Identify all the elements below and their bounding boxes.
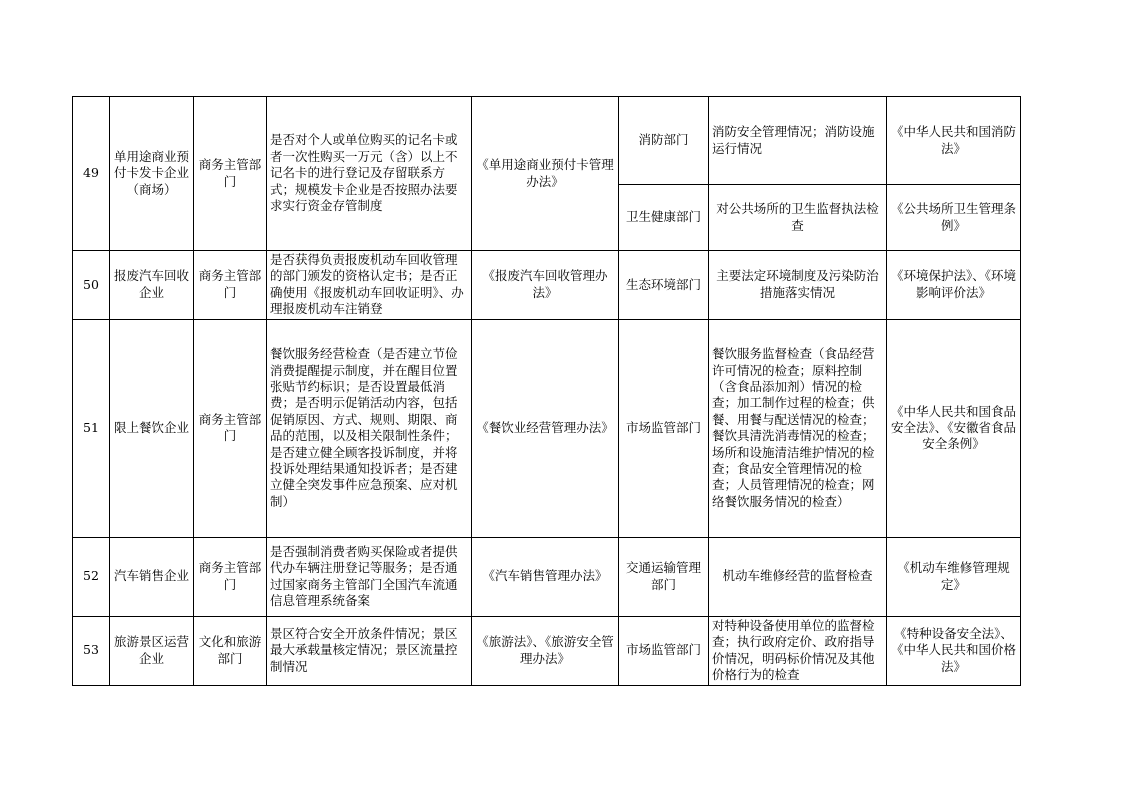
table-row: [73, 97, 1021, 185]
joint-agency: 市场监管部门: [619, 616, 709, 685]
legal-basis: 《旅游法》、《旅游安全管理办法》: [472, 616, 619, 685]
inspection-requirement: 是否获得负责报废机动车回收管理的部门颁发的资格认定书；是否正确使用《报废机动车回收证明》、办理报废机动车注销登: [267, 251, 472, 320]
row-number: 53: [73, 616, 110, 685]
responsible-dept: 商务主管部门: [194, 97, 267, 251]
joint-legal-basis: 《特种设备安全法》、《中华人民共和国价格法》: [887, 616, 1021, 685]
legal-basis: 《单用途商业预付卡管理办法》: [472, 97, 619, 251]
responsible-dept: 文化和旅游部门: [194, 616, 267, 685]
joint-agency: 消防部门: [619, 97, 709, 185]
responsible-dept: 商务主管部门: [194, 319, 267, 537]
table-row: [73, 537, 1021, 616]
inspection-subject: 限上餐饮企业: [110, 319, 194, 537]
inspection-subject: 旅游景区运营企业: [110, 616, 194, 685]
row-number: 52: [73, 537, 110, 616]
inspection-requirement: 餐饮服务经营检查（是否建立节俭消费提醒提示制度，并在醒目位置张贴节约标识；是否设置最低消费；是否明示促销活动内容，包括促销原因、方式、规则、期限、商品的范围，以及相关限制性条件；是否建立健全顾客投诉制度，并将投诉处理结果通知投诉者；是否建立健全突发事件应急预案、应对机制）: [267, 319, 472, 537]
joint-inspection-item: 对特种设备使用单位的监督检查；执行政府定价、政府指导价情况，明码标价情况及其他价格行为的检查: [709, 616, 887, 685]
joint-legal-basis: 《环境保护法》、《环境影响评价法》: [887, 251, 1021, 320]
joint-legal-basis: 《中华人民共和国消防法》: [887, 97, 1021, 185]
joint-agency: 卫生健康部门: [619, 185, 709, 251]
table-row: [73, 251, 1021, 320]
inspection-table: [72, 96, 1021, 686]
responsible-dept: 商务主管部门: [194, 251, 267, 320]
joint-agency: 生态环境部门: [619, 251, 709, 320]
inspection-requirement: 是否对个人或单位购买的记名卡或者一次性购买一万元（含）以上不记名卡的进行登记及存留联系方式；规模发卡企业是否按照办法要求实行资金存管制度: [267, 97, 472, 251]
joint-inspection-item: 机动车维修经营的监督检查: [709, 537, 887, 616]
joint-agency: 市场监管部门: [619, 319, 709, 537]
table-row: [73, 616, 1021, 685]
inspection-subject: 报废汽车回收企业: [110, 251, 194, 320]
legal-basis: 《汽车销售管理办法》: [472, 537, 619, 616]
joint-inspection-item: 主要法定环境制度及污染防治措施落实情况: [709, 251, 887, 320]
legal-basis: 《报废汽车回收管理办法》: [472, 251, 619, 320]
inspection-requirement: 景区符合安全开放条件情况；景区最大承载量核定情况；景区流量控制情况: [267, 616, 472, 685]
inspection-subject: 汽车销售企业: [110, 537, 194, 616]
inspection-subject: 单用途商业预付卡发卡企业（商场）: [110, 97, 194, 251]
row-number: 51: [73, 319, 110, 537]
joint-inspection-item: 餐饮服务监督检查（食品经营许可情况的检查；原料控制（含食品添加剂）情况的检查；加工制作过程的检查；供餐、用餐与配送情况的检查；餐饮具清洗消毒情况的检查；场所和设施清洁维护情况的检查；食品安全管理情况的检查；人员管理情况的检查；网络餐饮服务情况的检查）: [709, 319, 887, 537]
joint-legal-basis: 《公共场所卫生管理条例》: [887, 185, 1021, 251]
row-number: 49: [73, 97, 110, 251]
joint-legal-basis: 《机动车维修管理规定》: [887, 537, 1021, 616]
table-row: [73, 319, 1021, 537]
row-number: 50: [73, 251, 110, 320]
joint-inspection-item: 对公共场所的卫生监督执法检查: [709, 185, 887, 251]
joint-inspection-item: 消防安全管理情况；消防设施运行情况: [709, 97, 887, 185]
responsible-dept: 商务主管部门: [194, 537, 267, 616]
inspection-requirement: 是否强制消费者购买保险或者提供代办车辆注册登记等服务；是否通过国家商务主管部门全国汽车流通信息管理系统备案: [267, 537, 472, 616]
legal-basis: 《餐饮业经营管理办法》: [472, 319, 619, 537]
joint-legal-basis: 《中华人民共和国食品安全法》、《安徽省食品安全条例》: [887, 319, 1021, 537]
joint-agency: 交通运输管理部门: [619, 537, 709, 616]
